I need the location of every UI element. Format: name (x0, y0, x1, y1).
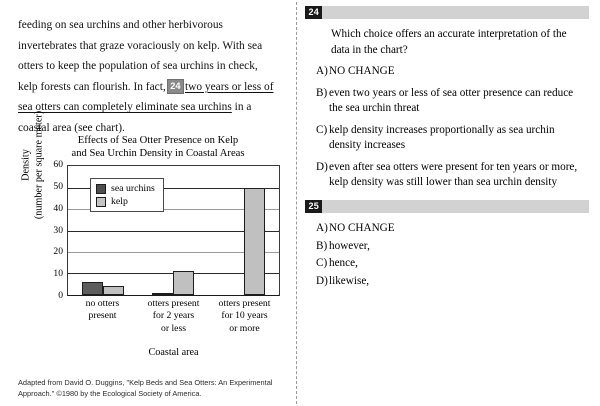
answer-choice-24-d[interactable] (305, 160, 589, 191)
figure-source-note: Adapted from David O. Duggins, "Kelp Beds and Sea Otters: An Experimental Approach." ©1980 by the Ecological Society of America. (18, 378, 273, 398)
plot-frame (67, 165, 280, 296)
y-tick-40: 40 (53, 202, 63, 214)
choice-text-24-d: even after sea otters were present for ten years or more, kelp density was still lower than sea urchin density (329, 160, 578, 188)
x-tick-no-otters-line-2: present (88, 310, 117, 322)
y-tick-50: 50 (53, 181, 63, 193)
y-tick-20: 20 (53, 246, 63, 258)
answer-choices-24 (305, 64, 589, 191)
column-divider (296, 2, 297, 404)
question-stem-24: Which choice offers an accurate interpretation of the data in the chart? (331, 28, 567, 56)
legend-swatch-icon-kelp (96, 197, 106, 207)
question-number-24: 24 (305, 6, 322, 19)
choice-letter-24-c: C) (316, 123, 328, 136)
choice-letter-25-c: C) (316, 257, 328, 269)
choice-text-24-a: NO CHANGE (329, 65, 395, 77)
passage-column (0, 0, 296, 406)
question-header-25 (305, 200, 589, 213)
choice-text-25-c: hence, (329, 257, 358, 269)
passage-text (18, 15, 276, 138)
bar-group-10-years (209, 166, 279, 295)
bar-kelp-no-otters (103, 286, 124, 295)
bar-urchins-no-otters (82, 282, 103, 295)
x-tick-2-years (138, 298, 209, 335)
choice-text-25-b: however, (329, 239, 370, 252)
answer-choice-24-c[interactable] (305, 123, 589, 154)
x-tick-no-otters-line-1: no otters (85, 298, 120, 309)
x-tick-no-otters (67, 298, 138, 335)
x-tick-10-years-line-1: otters present (218, 298, 271, 309)
y-tick-60: 60 (53, 159, 63, 171)
legend-label-sea-urchins: sea urchins (111, 183, 155, 194)
legend-item-sea-urchins (96, 182, 155, 195)
y-tick-0: 0 (58, 290, 63, 302)
answer-choice-25-c[interactable] (305, 256, 589, 272)
y-tick-10: 10 (53, 268, 63, 280)
legend-item-kelp (96, 195, 155, 208)
legend-swatch-icon-sea-urchins (96, 184, 106, 194)
question-header-24 (305, 6, 589, 19)
legend-label-kelp: kelp (111, 196, 128, 207)
x-tick-2-years-line-2: for 2 years (152, 310, 195, 322)
answer-choice-25-b[interactable] (305, 239, 589, 255)
question-block-25 (305, 200, 589, 291)
bar-urchins-2-years (152, 293, 173, 295)
choice-letter-25-d: D) (316, 274, 328, 287)
y-axis-label-line-2: (number per square meter) (33, 110, 44, 220)
choice-text-25-d: likewise, (329, 274, 370, 287)
choice-letter-24-a: A) (316, 65, 328, 77)
questions-column (305, 0, 593, 406)
y-axis-ticks (48, 159, 65, 302)
chart-title-line-1: Effects of Sea Otter Presence on Kelp (77, 135, 239, 146)
bar-kelp-10-years (244, 188, 265, 295)
x-tick-2-years-line-3: or less (160, 322, 187, 334)
choice-letter-25-a: A) (316, 222, 328, 234)
choice-letter-24-d: D) (316, 160, 328, 173)
choice-letter-24-b: B) (316, 86, 328, 99)
x-tick-10-years-line-2: for 10 years (221, 310, 268, 322)
answer-choice-24-a[interactable] (305, 64, 589, 80)
x-axis-ticks (67, 298, 280, 335)
x-tick-10-years-line-3: or more (229, 322, 260, 334)
x-tick-2-years-line-1: otters present (147, 298, 200, 309)
chart-title (18, 134, 280, 160)
chart-legend (90, 178, 164, 212)
answer-choice-25-d[interactable] (305, 274, 589, 290)
answer-choice-24-b[interactable] (305, 86, 589, 117)
choice-text-24-b: even two years or less of sea otter presence can reduce the sea urchin threat (329, 86, 574, 114)
passage-segment-2: in a coastal area (see chart). (18, 101, 252, 134)
bar-kelp-2-years (173, 271, 194, 295)
y-tick-30: 30 (53, 224, 63, 236)
x-tick-10-years (209, 298, 280, 335)
x-axis-title: Coastal area (148, 347, 199, 358)
answer-choice-25-a[interactable] (305, 221, 589, 237)
passage-segment-1: feeding on sea urchins and other herbivorous invertebrates that graze voraciously on kelp. With sea otters to keep the population of sea urchins in check, kelp forests can flourish. In fact, (18, 19, 263, 93)
choice-letter-25-b: B) (316, 239, 328, 252)
choice-text-24-c: kelp density increases proportionally as sea urchin density increases (329, 123, 555, 151)
choice-text-25-a: NO CHANGE (329, 222, 395, 234)
answer-choices-25 (305, 221, 589, 289)
question-block-24 (305, 6, 589, 197)
chart-title-line-2: and Sea Urchin Density in Coastal Areas (71, 148, 245, 159)
y-axis-label-line-1: Density (20, 149, 32, 181)
passage-underlined-text: two years or less of sea otters can completely eliminate sea urchins (18, 80, 274, 114)
inline-question-marker-24[interactable]: 24 (167, 79, 184, 94)
question-number-25: 25 (305, 200, 322, 213)
y-axis-label (21, 111, 46, 219)
